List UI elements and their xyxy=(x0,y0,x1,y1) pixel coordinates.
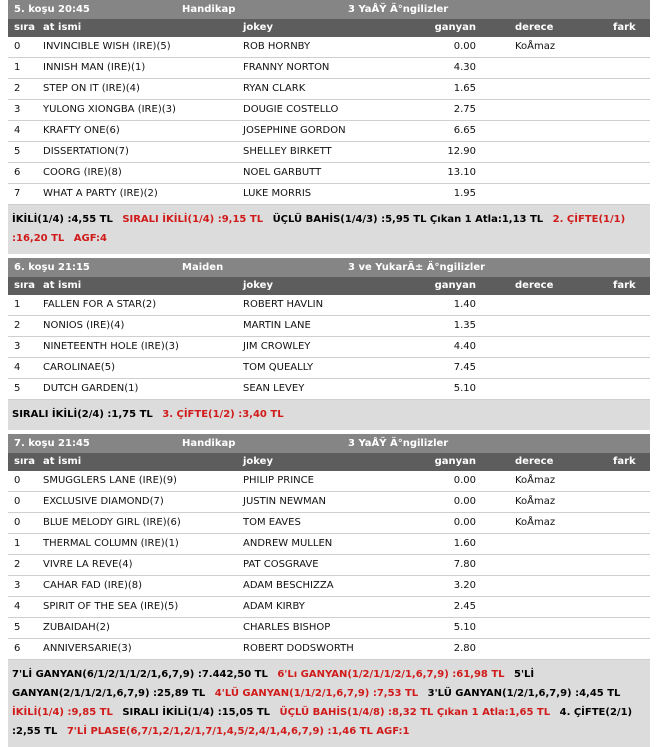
column-header-derece: derece xyxy=(515,22,554,33)
race-title: 5. koşu 20:45 xyxy=(14,4,90,15)
race-section xyxy=(8,0,650,254)
finish-position: 5 xyxy=(14,622,21,633)
runner-row xyxy=(8,639,650,660)
finish-position: 2 xyxy=(14,559,21,570)
horse-name: BLUE MELODY GIRL (IRE)(6) xyxy=(43,517,181,528)
finish-position: 3 xyxy=(14,580,21,591)
race-title: 7. koşu 21:45 xyxy=(14,438,90,449)
runner-row xyxy=(8,142,650,163)
horse-name: COORG (IRE)(8) xyxy=(43,167,122,178)
runner-row xyxy=(8,618,650,639)
race-type: Maiden xyxy=(182,262,224,273)
bet-result: 5'Lİ GANYAN(2/1/1/2/1,6,7,9) :25,89 TL xyxy=(12,669,535,699)
runner-row xyxy=(8,471,650,492)
bet-result: 7'Lİ GANYAN(6/1/2/1/1/2/1,6,7,9) :7.442,50 TL xyxy=(12,669,268,680)
bet-result: SIRALI İKİLİ(2/4) :1,75 TL xyxy=(12,409,153,420)
finish-position: 6 xyxy=(14,643,21,654)
jockey-name: LUKE MORRIS xyxy=(243,188,312,199)
win-odds: 1.40 xyxy=(453,299,476,310)
finish-position: 7 xyxy=(14,188,21,199)
column-header-at: at ismi xyxy=(43,280,82,291)
horse-name: EXCLUSIVE DIAMOND(7) xyxy=(43,496,164,507)
win-odds: 13.10 xyxy=(447,167,476,178)
horse-name: INNISH MAN (IRE)(1) xyxy=(43,62,146,73)
race-conditions: 3 YaÅŸ Ä°ngilizler xyxy=(348,438,449,449)
bet-result: 7'Lİ PLASE(6,7/1,2/1,2/1,7/1,4,5/2,4/1,4,6,7,9) :1,46 TL AGF:1 xyxy=(66,726,410,737)
race-header xyxy=(8,434,650,453)
race-header xyxy=(8,258,650,277)
column-header-ganyan: ganyan xyxy=(434,22,476,33)
bet-result: İKİLİ(1/4) :4,55 TL xyxy=(12,214,113,225)
jockey-name: RYAN CLARK xyxy=(243,83,306,94)
jockey-name: ROB HORNBY xyxy=(243,41,311,52)
bet-result: 2. ÇİFTE(1/1) :16,20 TL xyxy=(12,214,626,244)
jockey-name: NOEL GARBUTT xyxy=(243,167,322,178)
jockey-name: SEAN LEVEY xyxy=(243,383,305,394)
finish-position: 1 xyxy=(14,62,21,73)
horse-name: SPIRIT OF THE SEA (IRE)(5) xyxy=(43,601,179,612)
runner-row xyxy=(8,79,650,100)
jockey-name: SHELLEY BIRKETT xyxy=(243,146,332,157)
win-odds: 4.40 xyxy=(453,341,476,352)
win-odds: 3.20 xyxy=(453,580,476,591)
win-odds: 2.45 xyxy=(453,601,476,612)
race-title: 6. koşu 21:15 xyxy=(14,262,90,273)
jockey-name: TOM QUEALLY xyxy=(243,362,314,373)
horse-name: VIVRE LA REVE(4) xyxy=(43,559,133,570)
runner-row xyxy=(8,58,650,79)
bet-result: İKİLİ(1/4) :9,85 TL xyxy=(12,707,113,718)
bet-result: 4'LÜ GANYAN(1/1/2/1,6,7,9) :7,53 TL xyxy=(214,688,419,699)
horse-name: FALLEN FOR A STAR(2) xyxy=(43,299,157,310)
runner-row xyxy=(8,576,650,597)
column-header-derece: derece xyxy=(515,280,554,291)
jockey-name: ROBERT DODSWORTH xyxy=(243,643,354,654)
runner-row xyxy=(8,379,650,400)
finish-position: 1 xyxy=(14,299,21,310)
jockey-name: TOM EAVES xyxy=(243,517,301,528)
runner-row xyxy=(8,163,650,184)
race-type: Handikap xyxy=(182,4,236,15)
finish-position: 1 xyxy=(14,538,21,549)
win-odds: 2.75 xyxy=(453,104,476,115)
finish-status: KoÅmaz xyxy=(515,475,556,486)
bet-result: AGF:4 xyxy=(73,233,107,244)
runner-row xyxy=(8,513,650,534)
jockey-name: DOUGIE COSTELLO xyxy=(243,104,339,115)
jockey-name: MARTIN LANE xyxy=(243,320,311,331)
bet-result: SIRALI İKİLİ(1/4) :9,15 TL xyxy=(122,214,264,225)
race-header xyxy=(8,0,650,19)
win-odds: 5.10 xyxy=(453,622,476,633)
jockey-name: ROBERT HAVLIN xyxy=(243,299,324,310)
jockey-name: JIM CROWLEY xyxy=(243,341,311,352)
race-results-list xyxy=(8,0,650,747)
runner-row xyxy=(8,295,650,316)
win-odds: 7.45 xyxy=(453,362,476,373)
column-header-jokey: jokey xyxy=(243,456,273,467)
finish-status: KoÅmaz xyxy=(515,41,556,52)
horse-name: NINETEENTH HOLE (IRE)(3) xyxy=(43,341,179,352)
horse-name: INVINCIBLE WISH (IRE)(5) xyxy=(43,41,171,52)
finish-position: 3 xyxy=(14,104,21,115)
finish-position: 0 xyxy=(14,496,21,507)
column-header-fark: fark xyxy=(613,280,636,291)
win-odds: 2.80 xyxy=(453,643,476,654)
jockey-name: FRANNY NORTON xyxy=(243,62,330,73)
horse-name: THERMAL COLUMN (IRE)(1) xyxy=(43,538,179,549)
finish-position: 0 xyxy=(14,517,21,528)
horse-name: YULONG XIONGBA (IRE)(3) xyxy=(43,104,176,115)
race-conditions: 3 YaÅŸ Ä°ngilizler xyxy=(348,4,449,15)
horse-name: KRAFTY ONE(6) xyxy=(43,125,120,136)
finish-position: 0 xyxy=(14,475,21,486)
race-type: Handikap xyxy=(182,438,236,449)
win-odds: 0.00 xyxy=(453,496,476,507)
horse-name: ZUBAIDAH(2) xyxy=(43,622,110,633)
column-header-ganyan: ganyan xyxy=(434,280,476,291)
jockey-name: PHILIP PRINCE xyxy=(243,475,314,486)
win-odds: 1.65 xyxy=(453,83,476,94)
finish-status: KoÅmaz xyxy=(515,517,556,528)
finish-position: 4 xyxy=(14,362,21,373)
finish-position: 2 xyxy=(14,320,21,331)
bet-result: ÜÇLÜ BAHİS(1/4/8) :8,32 TL Çıkan 1 Atla:1,65 TL xyxy=(279,707,551,718)
runner-row xyxy=(8,358,650,379)
finish-position: 2 xyxy=(14,83,21,94)
column-header-row xyxy=(8,453,650,471)
win-odds: 0.00 xyxy=(453,475,476,486)
runner-row xyxy=(8,337,650,358)
column-header-at: at ismi xyxy=(43,22,82,33)
jockey-name: ANDREW MULLEN xyxy=(243,538,333,549)
horse-name: ANNIVERSARIE(3) xyxy=(43,643,132,654)
horse-name: CAROLINAE(5) xyxy=(43,362,115,373)
horse-name: STEP ON IT (IRE)(4) xyxy=(43,83,140,94)
horse-name: CAHAR FAD (IRE)(8) xyxy=(43,580,143,591)
finish-position: 4 xyxy=(14,125,21,136)
finish-position: 3 xyxy=(14,341,21,352)
column-header-jokey: jokey xyxy=(243,22,273,33)
column-header-sira: sıra xyxy=(14,280,36,291)
jockey-name: JUSTIN NEWMAN xyxy=(243,496,326,507)
horse-name: WHAT A PARTY (IRE)(2) xyxy=(43,188,158,199)
finish-position: 4 xyxy=(14,601,21,612)
runner-row xyxy=(8,184,650,205)
jockey-name: PAT COSGRAVE xyxy=(243,559,319,570)
win-odds: 1.35 xyxy=(453,320,476,331)
column-header-ganyan: ganyan xyxy=(434,456,476,467)
column-header-fark: fark xyxy=(613,456,636,467)
runner-row xyxy=(8,121,650,142)
runner-row xyxy=(8,492,650,513)
win-odds: 0.00 xyxy=(453,41,476,52)
column-header-sira: sıra xyxy=(14,456,36,467)
runner-row xyxy=(8,100,650,121)
runner-row xyxy=(8,534,650,555)
column-header-at: at ismi xyxy=(43,456,82,467)
win-odds: 0.00 xyxy=(453,517,476,528)
finish-position: 5 xyxy=(14,383,21,394)
horse-name: NONIOS (IRE)(4) xyxy=(43,320,125,331)
win-odds: 6.65 xyxy=(453,125,476,136)
runner-row xyxy=(8,555,650,576)
jockey-name: JOSEPHINE GORDON xyxy=(243,125,346,136)
win-odds: 7.80 xyxy=(453,559,476,570)
bet-results-summary xyxy=(8,660,650,747)
runner-row xyxy=(8,597,650,618)
win-odds: 1.95 xyxy=(453,188,476,199)
column-header-sira: sıra xyxy=(14,22,36,33)
win-odds: 1.60 xyxy=(453,538,476,549)
win-odds: 12.90 xyxy=(447,146,476,157)
win-odds: 5.10 xyxy=(453,383,476,394)
finish-position: 5 xyxy=(14,146,21,157)
jockey-name: ADAM KIRBY xyxy=(243,601,305,612)
bet-results-summary xyxy=(8,400,650,430)
column-header-row xyxy=(8,277,650,295)
horse-name: SMUGGLERS LANE (IRE)(9) xyxy=(43,475,177,486)
bet-result: 3'LÜ GANYAN(1/2/1,6,7,9) :4,45 TL xyxy=(427,688,621,699)
race-section xyxy=(8,258,650,430)
bet-results-summary xyxy=(8,205,650,254)
bet-result: 4. ÇİFTE(2/1) :2,55 TL xyxy=(12,707,633,737)
bet-result: 6'Lı GANYAN(1/2/1/1/2/1,6,7,9) :61,98 TL xyxy=(277,669,505,680)
column-header-row xyxy=(8,19,650,37)
bet-result: SIRALI İKİLİ(1/4) :15,05 TL xyxy=(122,707,271,718)
jockey-name: ADAM BESCHIZZA xyxy=(243,580,334,591)
finish-status: KoÅmaz xyxy=(515,496,556,507)
runner-row xyxy=(8,37,650,58)
win-odds: 4.30 xyxy=(453,62,476,73)
column-header-fark: fark xyxy=(613,22,636,33)
horse-name: DUTCH GARDEN(1) xyxy=(43,383,139,394)
horse-name: DISSERTATION(7) xyxy=(43,146,129,157)
column-header-derece: derece xyxy=(515,456,554,467)
finish-position: 0 xyxy=(14,41,21,52)
race-section xyxy=(8,434,650,747)
finish-position: 6 xyxy=(14,167,21,178)
race-conditions: 3 ve YukarÄ± Ä°ngilizler xyxy=(348,262,486,273)
jockey-name: CHARLES BISHOP xyxy=(243,622,331,633)
runner-row xyxy=(8,316,650,337)
bet-result: ÜÇLÜ BAHİS(1/4/3) :5,95 TL Çıkan 1 Atla:1,13 TL xyxy=(272,214,544,225)
column-header-jokey: jokey xyxy=(243,280,273,291)
bet-result: 3. ÇİFTE(1/2) :3,40 TL xyxy=(162,409,284,420)
